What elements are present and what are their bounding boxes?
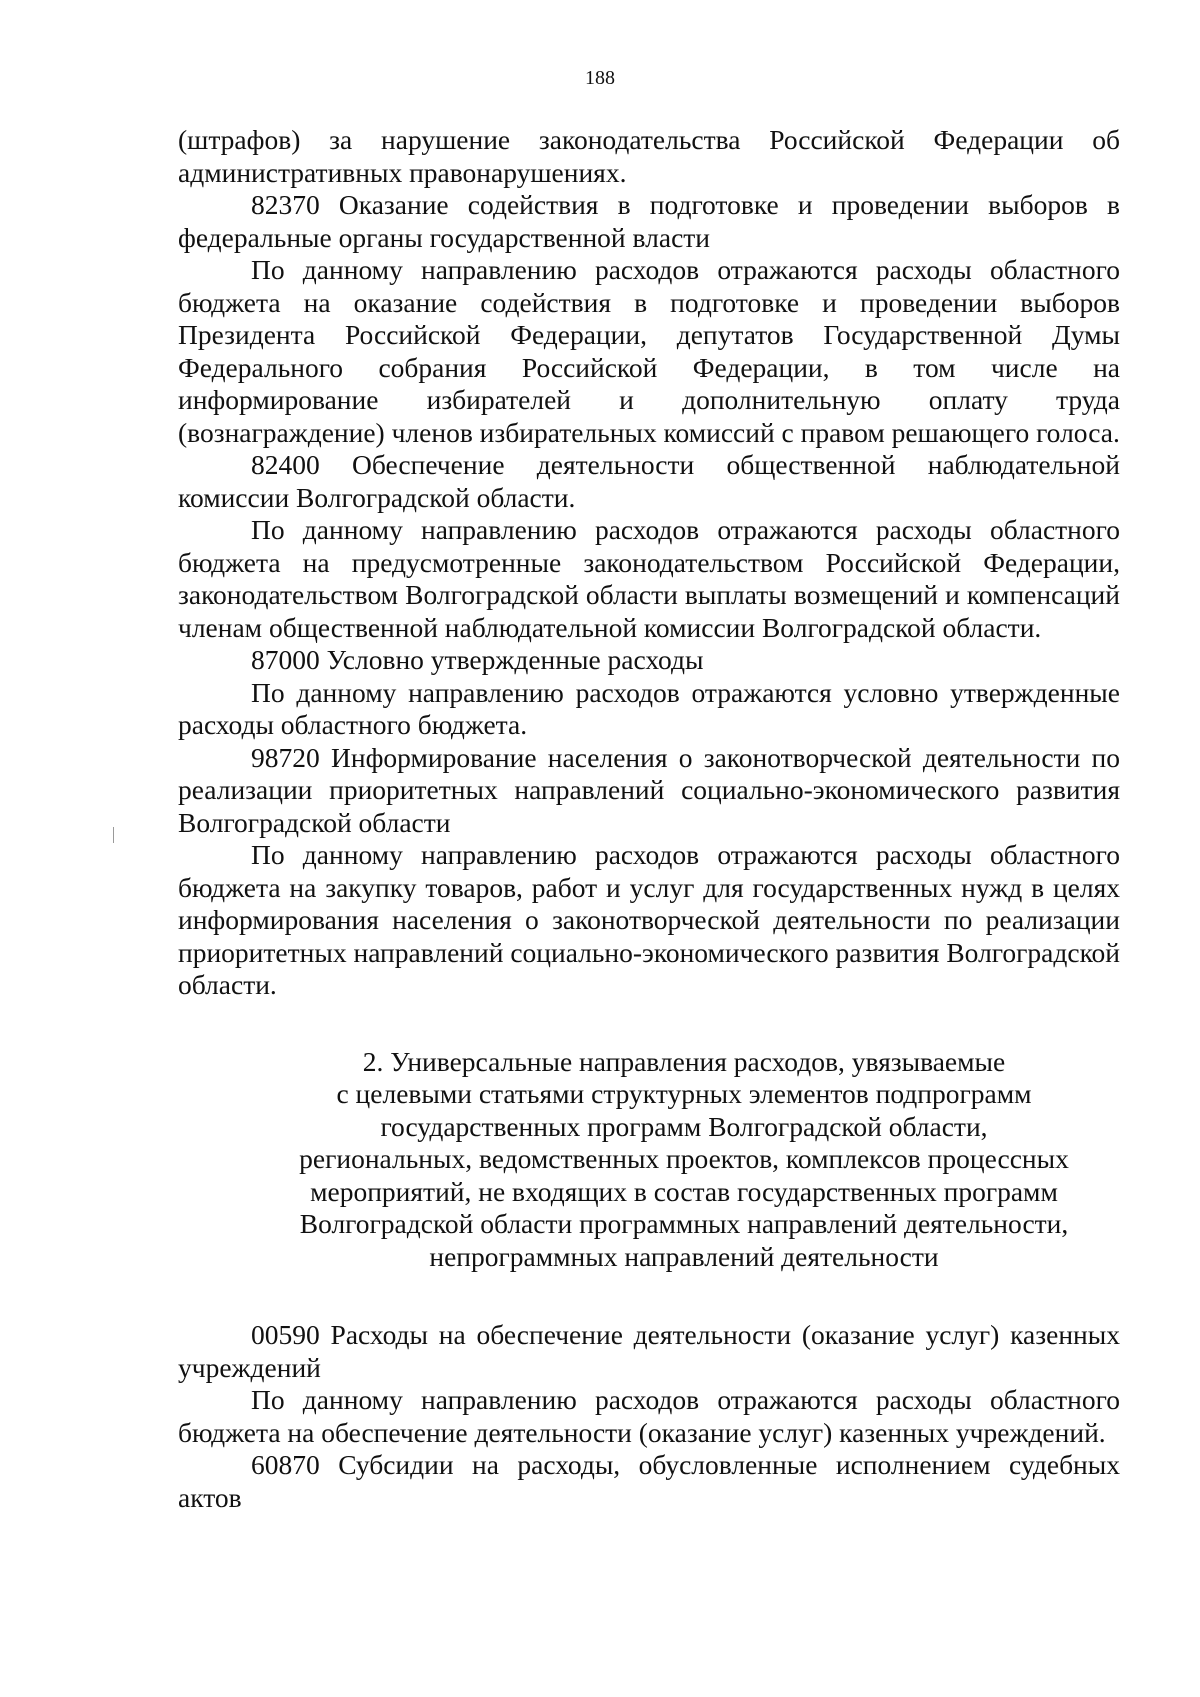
page-number: 188 [585,67,615,89]
paragraph-description: По данному направлению расходов отражаются условно утвержденные расходы областного бюджета. [178,676,1120,740]
paragraph-item-00590: 00590 Расходы на обеспечение деятельности (оказание услуг) казенных учреждений [178,1319,1120,1383]
section-heading [178,1046,1120,1274]
paragraph-description: По данному направлению расходов отражаются расходы областного бюджета на закупку товаров, работ и услуг для государственных нужд в целях информирования населения о законотворческой деятельности по реализации приоритетных направлений социально-экономического развития Волгоградской области. [178,839,1120,1000]
margin-mark [113,827,114,843]
section-heading-line: мероприятий, не входящих в состав государственных программ [310,1175,1058,1207]
paragraph-description: По данному направлению расходов отражаются расходы областного бюджета на оказание содействия в подготовке и проведении выборов Президента Российской Федерации, депутатов Государственной Думы Федерального собрания Российской Федерации, в том числе на информирование избирателей и дополнительную оплату труда (вознаграждение) членов избирательных комиссий с правом решающего голоса. [178,254,1120,448]
paragraph-item-87000: 87000 Условно утвержденные расходы [251,644,704,675]
section-heading-line: государственных программ Волгоградской области, [380,1110,988,1142]
paragraph-continuation: (штрафов) за нарушение законодательства Российской Федерации об административных правонарушениях. [178,124,1120,188]
paragraph-item-98720: 98720 Информирование населения о законотворческой деятельности по реализации приоритетных направлений социально-экономического развития Волгоградской области [178,741,1120,838]
paragraph-item-60870: 60870 Субсидии на расходы, обусловленные исполнением судебных актов [178,1449,1120,1513]
section-heading-line: региональных, ведомственных проектов, комплексов процессных [299,1143,1069,1174]
section-heading-line: 2. Универсальные направления расходов, увязываемые [362,1045,1006,1077]
section-heading-line: непрограммных направлений деятельности [429,1240,939,1272]
section-heading-line: с целевыми статьями структурных элементов подпрограмм [336,1078,1032,1109]
paragraph-item-82400: 82400 Обеспечение деятельности общественной наблюдательной комиссии Волгоградской области. [178,449,1120,513]
paragraph-item-82370: 82370 Оказание содействия в подготовке и проведении выборов в федеральные органы государственной власти [178,189,1120,253]
paragraph-description: По данному направлению расходов отражаются расходы областного бюджета на обеспечение деятельности (оказание услуг) казенных учреждений. [178,1384,1120,1448]
paragraph-description: По данному направлению расходов отражаются расходы областного бюджета на предусмотренные законодательством Российской Федерации, законодательством Волгоградской области выплаты возмещений и компенсаций членам общественной наблюдательной комиссии Волгоградской области. [178,514,1120,643]
section-heading-line: Волгоградской области программных направлений деятельности, [299,1208,1069,1239]
document-body [178,124,1120,1514]
